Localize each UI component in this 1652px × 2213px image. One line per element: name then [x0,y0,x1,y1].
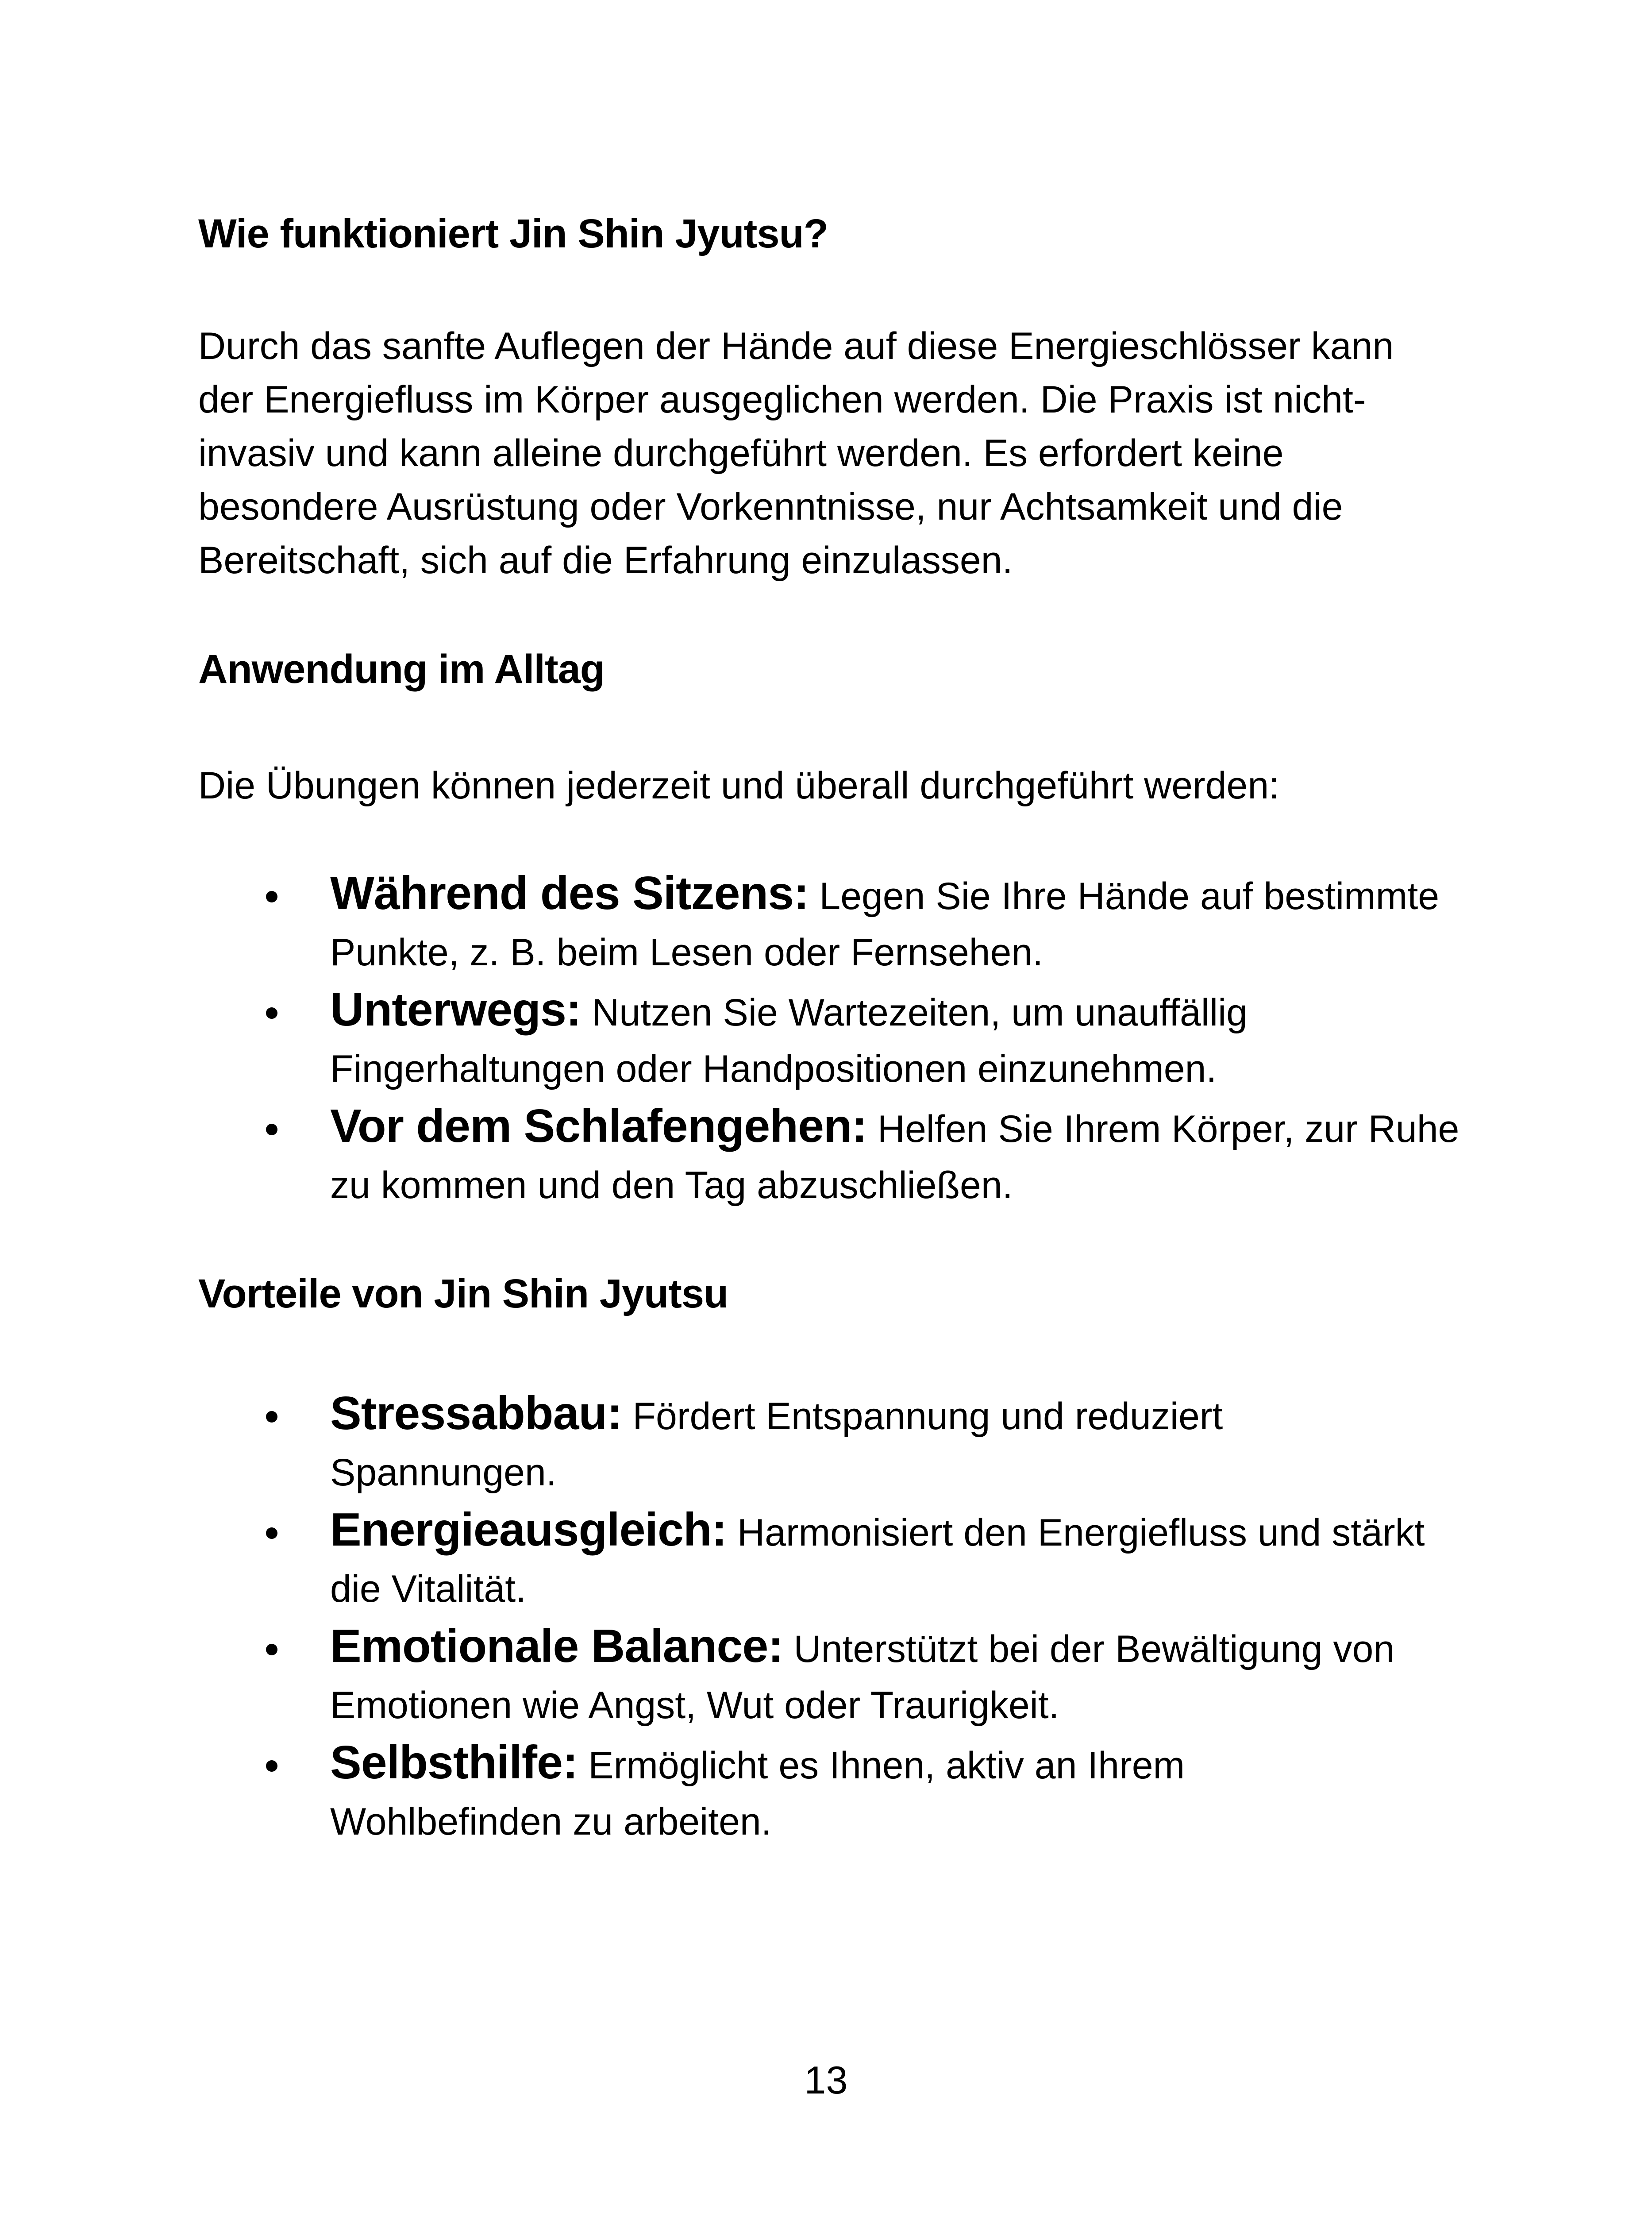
section-heading-how-it-works: Wie funktioniert Jin Shin Jyutsu? [198,211,828,256]
list-item-text: Nutzen Sie Wartezeiten, um unauffällig [592,991,1248,1034]
intro-line: Die Übungen können jederzeit und überall durchgeführt werden: [198,764,1280,807]
page-number: 13 [804,2058,848,2102]
list-item-term: Selbsthilfe: [330,1736,578,1789]
list-item-text: Fingerhaltungen oder Handpositionen einzunehmen. [330,1048,1217,1090]
list-item-text: zu kommen und den Tag abzuschließen. [330,1164,1013,1207]
bullet-icon [266,1527,277,1539]
list-item-text: Legen Sie Ihre Hände auf bestimmte [819,875,1440,918]
daily-use-intro [198,759,1473,813]
list-item-text: Ermöglicht es Ihnen, aktiv an Ihrem [588,1744,1185,1787]
bullet-icon [266,1760,277,1772]
list-item-text: Wohlbefinden zu arbeiten. [330,1800,772,1843]
how-it-works-paragraph [198,320,1473,587]
list-item-text: Helfen Sie Ihrem Körper, zur Ruhe [877,1108,1459,1150]
list-item-text: Punkte, z. B. beim Lesen oder Fernsehen. [330,931,1044,974]
bullet-icon [266,1007,277,1019]
paragraph-line: Bereitschaft, sich auf die Erfahrung einzulassen. [198,539,1013,582]
section-heading-benefits: Vorteile von Jin Shin Jyutsu [198,1271,728,1316]
list-item-term: Energieausgleich: [330,1504,727,1556]
paragraph-line: der Energiefluss im Körper ausgeglichen werden. Die Praxis ist nicht- [198,378,1366,421]
list-item-text: Harmonisiert den Energiefluss und stärkt [737,1511,1425,1554]
list-item-text: Fördert Entspannung und reduziert [632,1395,1223,1438]
paragraph-line: besondere Ausrüstung oder Vorkenntnisse, nur Achtsamkeit und die [198,486,1343,528]
list-item-term: Stressabbau: [330,1387,622,1439]
section-heading-daily-use: Anwendung im Alltag [198,647,605,692]
list-item-text: Unterstützt bei der Bewältigung von [793,1628,1395,1670]
list-item-term: Emotionale Balance: [330,1620,783,1672]
list-item-term: Während des Sitzens: [330,867,809,919]
paragraph-line: invasiv und kann alleine durchgeführt werden. Es erfordert keine [198,432,1284,474]
list-item-term: Vor dem Schlafengehen: [330,1100,867,1152]
list-item-text: die Vitalität. [330,1568,527,1610]
bullet-icon [266,1644,277,1655]
bullet-icon [266,891,277,902]
list-item-text: Emotionen wie Angst, Wut oder Traurigkeit. [330,1684,1059,1727]
bullet-icon [266,1124,277,1135]
list-item-term: Unterwegs: [330,983,581,1036]
paragraph-line: Durch das sanfte Auflegen der Hände auf diese Energieschlösser kann [198,325,1394,367]
list-item-text: Spannungen. [330,1451,557,1494]
bullet-icon [266,1411,277,1423]
